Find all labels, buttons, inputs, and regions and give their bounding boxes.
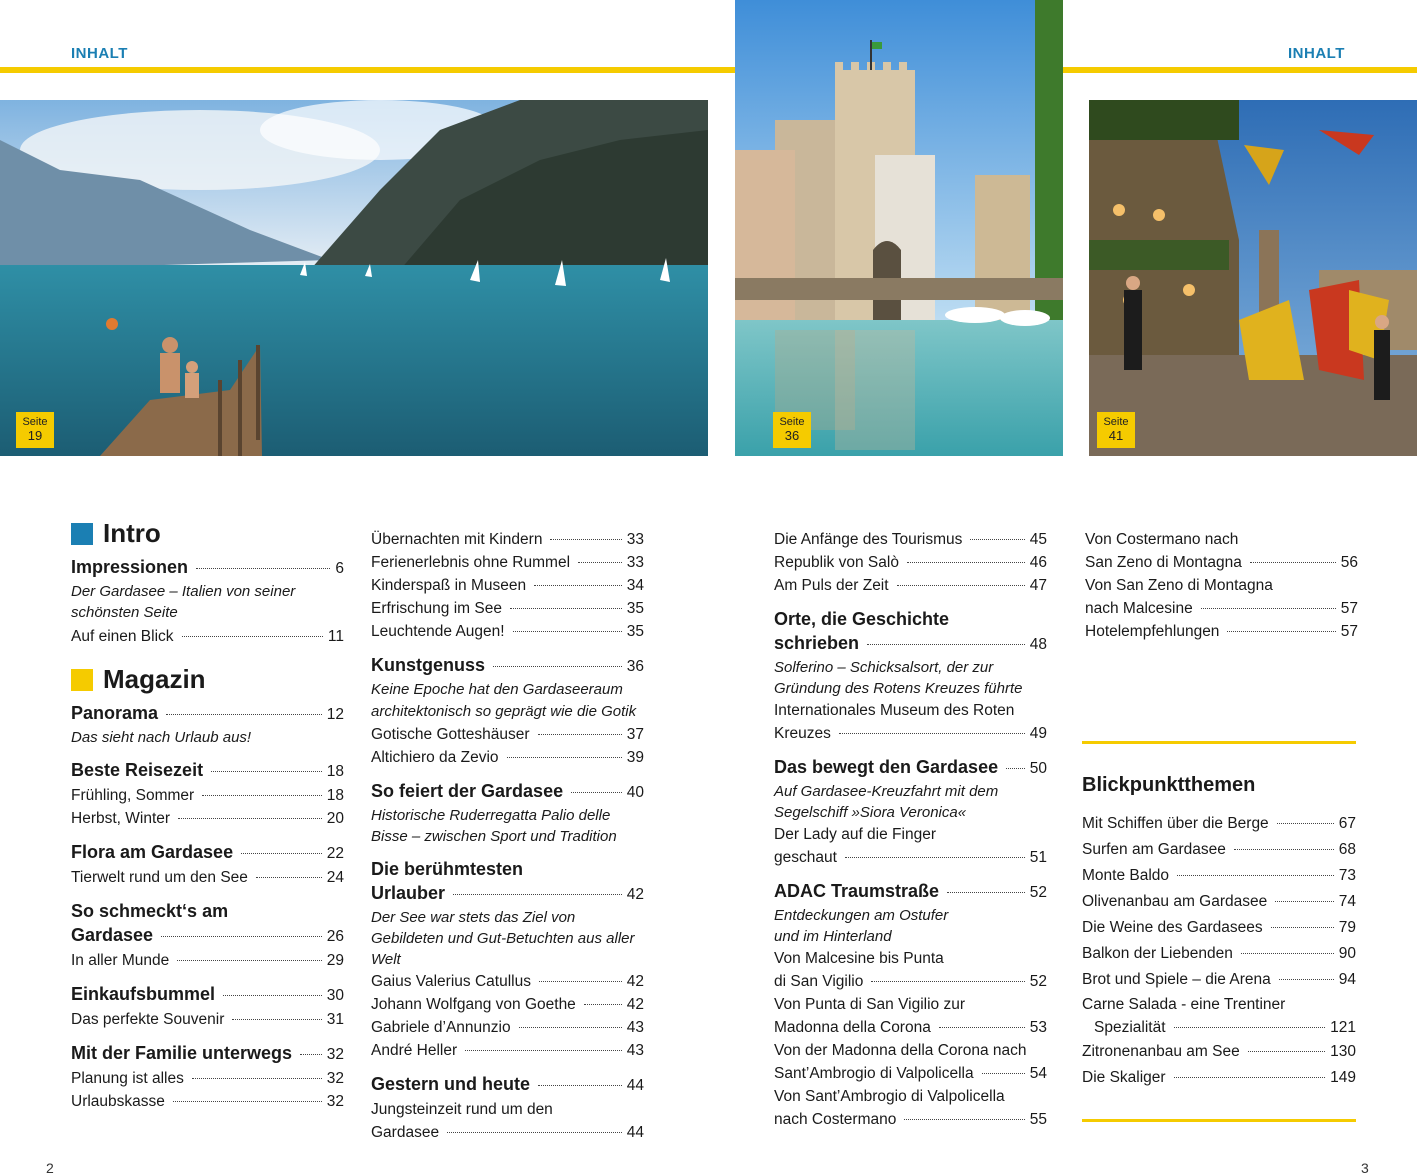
toc-entry[interactable]: Kinderspaß in Museen 34 (371, 577, 644, 594)
header-right: INHALT (1288, 45, 1345, 62)
toc-line: Von Costermano nach (1085, 531, 1239, 548)
toc-entry[interactable]: di San Vigilio 52 (774, 973, 1047, 990)
toc-entry[interactable]: Panorama 12 (71, 703, 344, 723)
toc-entry[interactable]: Sant’Ambrogio di Valpolicella 54 (774, 1065, 1047, 1082)
toc-entry[interactable]: Impressionen 6 (71, 557, 344, 577)
toc-line: Von Punta di San Vigilio zur (774, 996, 966, 1013)
toc-entry[interactable]: Auf einen Blick 11 (71, 628, 344, 645)
toc-entry[interactable]: Flora am Gardasee 22 (71, 842, 344, 862)
toc-subtitle: Der See war stets das Ziel von Gebildeten und Gut-Betuchten aus aller Welt (371, 909, 635, 968)
page-number-left: 2 (46, 1160, 54, 1176)
header-bar-left (0, 67, 735, 73)
toc-entry[interactable]: San Zeno di Montagna 56 (1085, 554, 1358, 571)
toc-column-2 (371, 528, 644, 1144)
toc-entry[interactable]: Urlauber 42 (371, 883, 644, 903)
toc-entry[interactable]: Ferienerlebnis ohne Rummel 33 (371, 554, 644, 571)
toc-entry[interactable]: Balkon der Liebenden 90 (1082, 945, 1356, 962)
toc-line: Von Sant’Ambrogio di Valpolicella (774, 1088, 1005, 1105)
toc-entry[interactable]: Surfen am Gardasee 68 (1082, 841, 1356, 858)
toc-entry[interactable]: Gotische Gotteshäuser 37 (371, 726, 644, 743)
toc-line: Der Lady auf die Finger (774, 826, 936, 843)
divider-top (1082, 741, 1356, 744)
toc-subtitle: Das sieht nach Urlaub aus! (71, 729, 252, 746)
toc-entry[interactable]: Planung ist alles 32 (71, 1070, 344, 1087)
toc-entry[interactable]: Monte Baldo 73 (1082, 867, 1356, 884)
castle-photo (735, 0, 1063, 456)
page-badge-19: Seite 19 (16, 412, 54, 448)
toc-entry[interactable]: Altichiero da Zevio 39 (371, 749, 644, 766)
toc-entry[interactable]: Hotelempfehlungen 57 (1085, 623, 1358, 640)
toc-entry[interactable]: schrieben 48 (774, 633, 1047, 653)
toc-entry[interactable]: ADAC Traumstraße 52 (774, 881, 1047, 901)
toc-entry[interactable]: Die Skaliger 149 (1082, 1069, 1356, 1086)
blickpunkt-title: Blickpunktthemen (1082, 774, 1256, 796)
toc-subtitle: Entdeckungen am Ostufer und im Hinterland (774, 907, 949, 945)
toc-entry[interactable]: Gestern und heute 44 (371, 1074, 644, 1094)
toc-entry[interactable]: Gabriele d’Annunzio 43 (371, 1019, 644, 1036)
toc-entry[interactable]: geschaut 51 (774, 849, 1047, 866)
blickpunkt-list (1082, 774, 1356, 1091)
toc-entry[interactable]: Spezialität 121 (1094, 1019, 1356, 1036)
yellow-square-icon (71, 669, 93, 691)
toc-entry[interactable]: Republik von Salò 46 (774, 554, 1047, 571)
toc-entry[interactable]: In aller Munde 29 (71, 952, 344, 969)
page-badge-41: Seite 41 (1097, 412, 1135, 448)
toc-subtitle: Der Gardasee – Italien von seiner schönsten Seite (71, 583, 296, 621)
toc-subtitle: Auf Gardasee-Kreuzfahrt mit dem Segelschiff »Siora Veronica« (774, 783, 999, 821)
toc-entry[interactable]: Die Anfänge des Tourismus 45 (774, 531, 1047, 548)
toc-heading-line: Orte, die Geschichte (774, 609, 950, 629)
toc-entry[interactable]: nach Malcesine 57 (1085, 600, 1358, 617)
toc-entry[interactable]: Urlaubskasse 32 (71, 1093, 344, 1110)
toc-column-1 (71, 518, 344, 1113)
toc-entry[interactable]: Am Puls der Zeit 47 (774, 577, 1047, 594)
toc-entry[interactable]: So feiert der Gardasee 40 (371, 781, 644, 801)
toc-entry[interactable]: Erfrischung im See 35 (371, 600, 644, 617)
toc-entry[interactable]: Olivenanbau am Gardasee 74 (1082, 893, 1356, 910)
page-number-right: 3 (1361, 1160, 1369, 1176)
divider-bottom (1082, 1119, 1356, 1122)
toc-entry[interactable]: Brot und Spiele – die Arena 94 (1082, 971, 1356, 988)
festival-photo (1089, 100, 1417, 456)
toc-entry[interactable]: Kreuzes 49 (774, 725, 1047, 742)
header-left: INHALT (71, 45, 128, 62)
toc-entry[interactable]: Herbst, Winter 20 (71, 810, 344, 827)
toc-entry[interactable]: nach Costermano 55 (774, 1111, 1047, 1128)
toc-entry[interactable]: Beste Reisezeit 18 (71, 760, 344, 780)
section-intro: Intro (71, 522, 344, 545)
toc-entry[interactable]: Johann Wolfgang von Goethe 42 (371, 996, 644, 1013)
toc-entry[interactable]: Übernachten mit Kindern 33 (371, 531, 644, 548)
toc-entry[interactable]: Das bewegt den Gardasee 50 (774, 757, 1047, 777)
toc-heading-line: So schmeckt‘s am (71, 901, 229, 921)
toc-line: Jungsteinzeit rund um den (371, 1101, 553, 1118)
toc-entry[interactable]: Kunstgenuss 36 (371, 655, 644, 675)
blue-square-icon (71, 523, 93, 545)
header-bar-right (1063, 67, 1417, 73)
toc-entry[interactable]: Zitronenanbau am See 130 (1082, 1043, 1356, 1060)
toc-column-4 (1085, 528, 1358, 643)
toc-subtitle: Keine Epoche hat den Gardaseeraum architektonisch so geprägt wie die Gotik (371, 681, 637, 720)
toc-line: Von San Zeno di Montagna (1085, 577, 1273, 594)
toc-entry[interactable]: Mit Schiffen über die Berge 67 (1082, 815, 1356, 832)
toc-entry[interactable]: Gardasee 44 (371, 1124, 644, 1141)
toc-entry[interactable]: Leuchtende Augen! 35 (371, 623, 644, 640)
page-badge-36: Seite 36 (773, 412, 811, 448)
toc-entry[interactable]: Die Weine des Gardasees 79 (1082, 919, 1356, 936)
lake-photo (0, 100, 708, 456)
toc-entry[interactable]: Madonna della Corona 53 (774, 1019, 1047, 1036)
toc-subtitle: Solferino – Schicksalsort, der zur Gründung des Rotens Kreuzes führte (774, 659, 1023, 697)
toc-entry[interactable]: Frühling, Sommer 18 (71, 787, 344, 804)
toc-entry[interactable]: Mit der Familie unterwegs 32 (71, 1043, 344, 1063)
toc-entry[interactable]: Gardasee 26 (71, 925, 344, 945)
toc-entry[interactable]: Tierwelt rund um den See 24 (71, 869, 344, 886)
toc-line: Internationales Museum des Roten (774, 702, 1015, 719)
toc-line: Von der Madonna della Corona nach (774, 1042, 1027, 1059)
section-magazin: Magazin (71, 668, 344, 691)
toc-line: Carne Salada - eine Trentiner (1082, 996, 1286, 1013)
toc-entry[interactable]: Das perfekte Souvenir 31 (71, 1011, 344, 1028)
toc-heading-line: Die berühmtesten (371, 859, 524, 879)
toc-entry[interactable]: Einkaufsbummel 30 (71, 984, 344, 1004)
toc-subtitle: Historische Ruderregatta Palio delle Bisse – zwischen Sport und Tradition (371, 807, 617, 845)
toc-entry[interactable]: Gaius Valerius Catullus 42 (371, 973, 644, 990)
toc-entry[interactable]: André Heller 43 (371, 1042, 644, 1059)
toc-line: Von Malcesine bis Punta (774, 950, 944, 967)
toc-column-3 (774, 528, 1047, 1131)
